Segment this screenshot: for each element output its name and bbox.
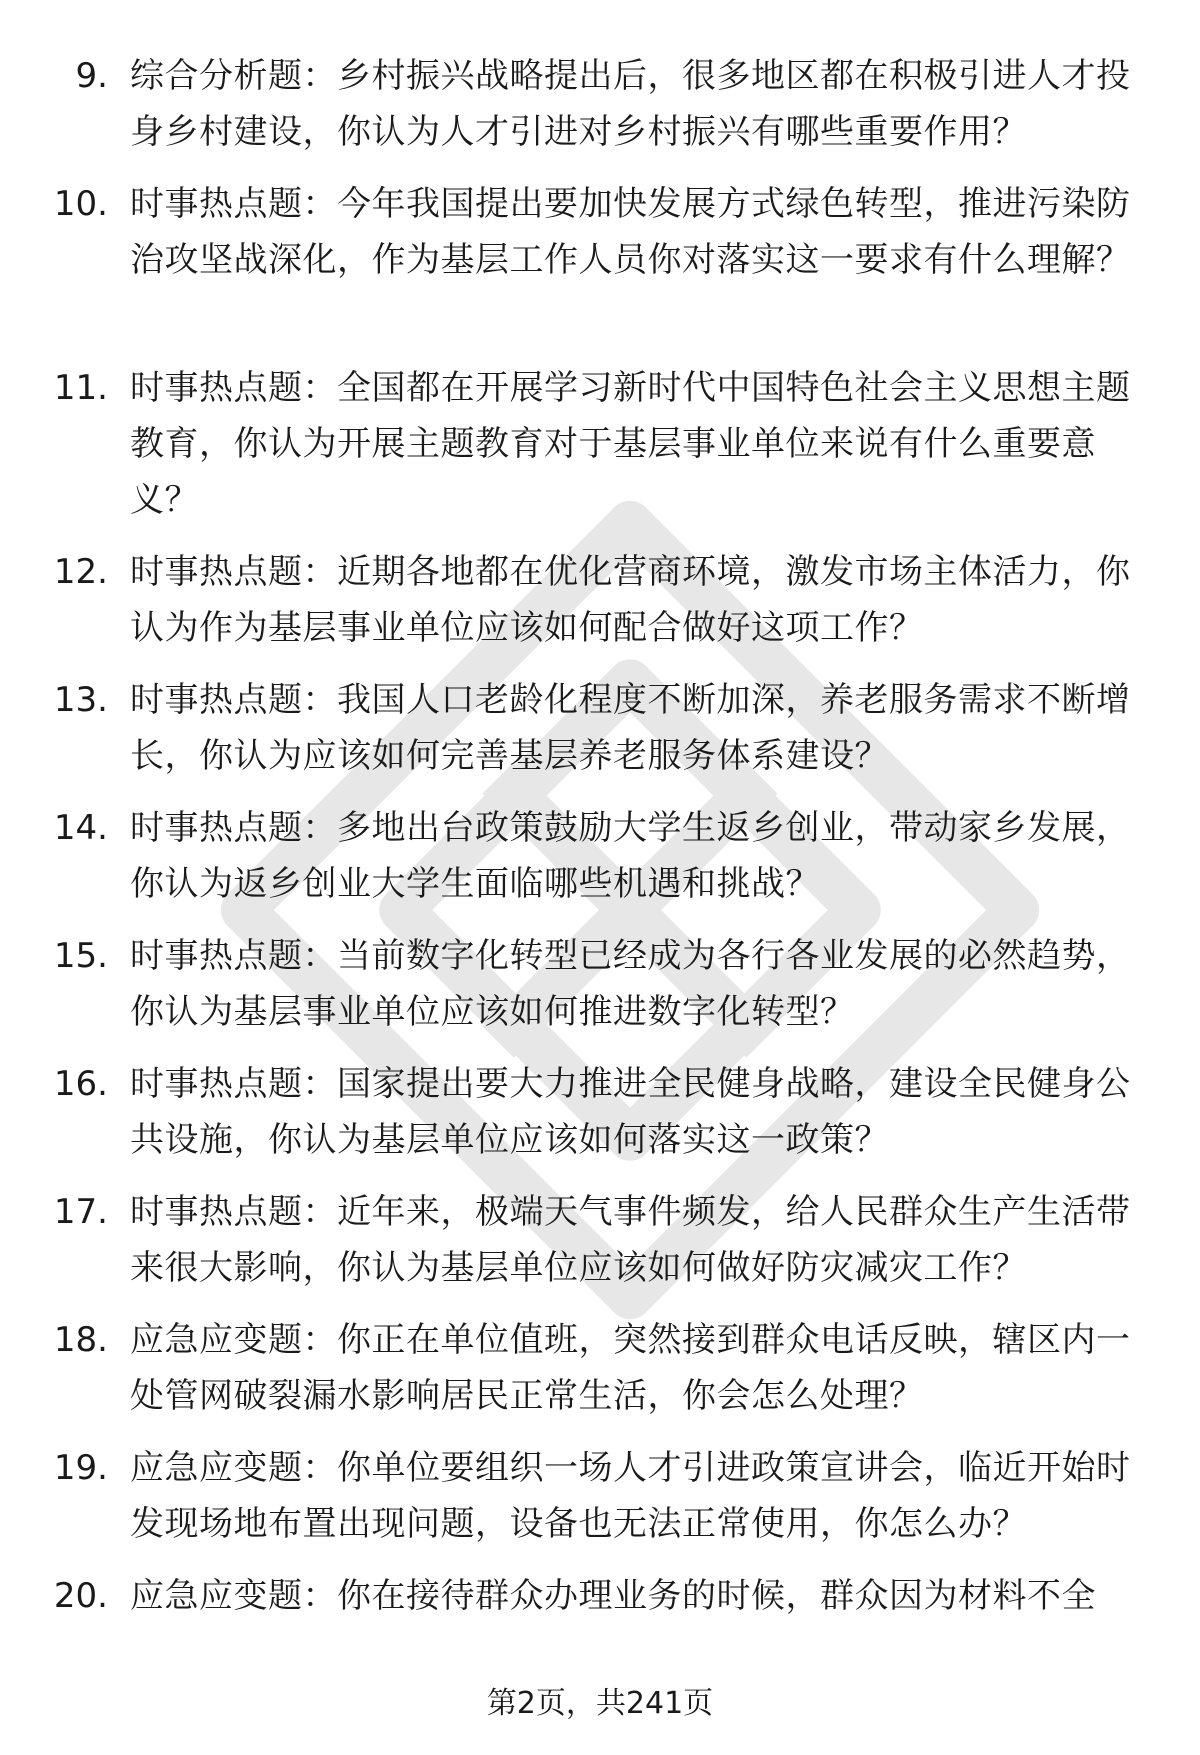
page-footer: 第2页，共241页 [486,1686,714,1721]
question-item [0,360,1200,544]
question-body [130,176,1140,288]
question-type: 时事热点题： [130,1192,337,1232]
question-body [130,1440,1140,1552]
question-type: 时事热点题： [130,936,337,976]
question-type: 应急应变题： [130,1448,337,1488]
question-body [130,1056,1140,1168]
question-number: 15. [53,936,108,976]
question-item [0,48,1200,176]
question-number: 20. [53,1576,108,1616]
question-body [130,1568,1140,1624]
question-list [0,48,1200,1648]
question-body [130,360,1140,528]
question-number: 17. [53,1192,108,1232]
question-item [0,672,1200,800]
question-item [0,1440,1200,1568]
question-number: 12. [53,552,108,592]
question-type: 综合分析题： [130,56,337,96]
question-number: 14. [53,808,108,848]
question-text: 乡村振兴战略提出后，很多地区都在积极引进人才投身乡村建设，你认为人才引进对乡村振兴有哪些重要作用？ [130,56,1131,152]
question-body [130,928,1140,1040]
question-number: 10. [53,184,108,224]
question-text: 近期各地都在优化营商环境，激发市场主体活力，你认为作为基层事业单位应该如何配合做好这项工作？ [130,552,1131,648]
question-number: 13. [53,680,108,720]
question-item [0,800,1200,928]
question-item [0,1312,1200,1440]
question-number: 16. [53,1064,108,1104]
question-item [0,1568,1200,1648]
question-body [130,544,1140,656]
question-body [130,48,1140,160]
question-item [0,544,1200,672]
question-body [130,1184,1140,1296]
question-number: 19. [53,1448,108,1488]
question-type: 应急应变题： [130,1576,337,1616]
question-number: 11. [53,368,108,408]
question-type: 时事热点题： [130,368,337,408]
question-item [0,928,1200,1056]
question-type: 时事热点题： [130,808,337,848]
question-body [130,672,1140,784]
question-type: 时事热点题： [130,184,337,224]
question-item [0,176,1200,360]
question-type: 应急应变题： [130,1320,337,1360]
question-text: 你正在单位值班，突然接到群众电话反映，辖区内一处管网破裂漏水影响居民正常生活，你会怎么处理？ [130,1320,1131,1416]
question-body [130,1312,1140,1424]
question-text: 近年来，极端天气事件频发，给人民群众生产生活带来很大影响，你认为基层单位应该如何做好防灾减灾工作？ [130,1192,1131,1288]
question-text: 今年我国提出要加快发展方式绿色转型，推进污染防治攻坚战深化，作为基层工作人员你对落实这一要求有什么理解？ [130,184,1131,280]
question-type: 时事热点题： [130,1064,337,1104]
question-body [130,800,1140,912]
question-type: 时事热点题： [130,552,337,592]
question-text: 你单位要组织一场人才引进政策宣讲会，临近开始时发现场地布置出现问题，设备也无法正常使用，你怎么办？ [130,1448,1131,1544]
question-number: 18. [53,1320,108,1360]
question-text: 当前数字化转型已经成为各行各业发展的必然趋势，你认为基层事业单位应该如何推进数字化转型？ [130,936,1131,1032]
question-text: 多地出台政策鼓励大学生返乡创业，带动家乡发展，你认为返乡创业大学生面临哪些机遇和挑战？ [130,808,1131,904]
question-text: 你在接待群众办理业务的时候，群众因为材料不全 [337,1576,1096,1616]
question-text: 我国人口老龄化程度不断加深，养老服务需求不断增长，你认为应该如何完善基层养老服务体系建设？ [130,680,1131,776]
question-item [0,1184,1200,1312]
question-number: 9. [75,56,108,96]
question-text: 全国都在开展学习新时代中国特色社会主义思想主题教育，你认为开展主题教育对于基层事业单位来说有什么重要意义？ [130,368,1131,520]
question-item [0,1056,1200,1184]
question-text: 国家提出要大力推进全民健身战略，建设全民健身公共设施，你认为基层单位应该如何落实这一政策？ [130,1064,1131,1160]
question-type: 时事热点题： [130,680,337,720]
